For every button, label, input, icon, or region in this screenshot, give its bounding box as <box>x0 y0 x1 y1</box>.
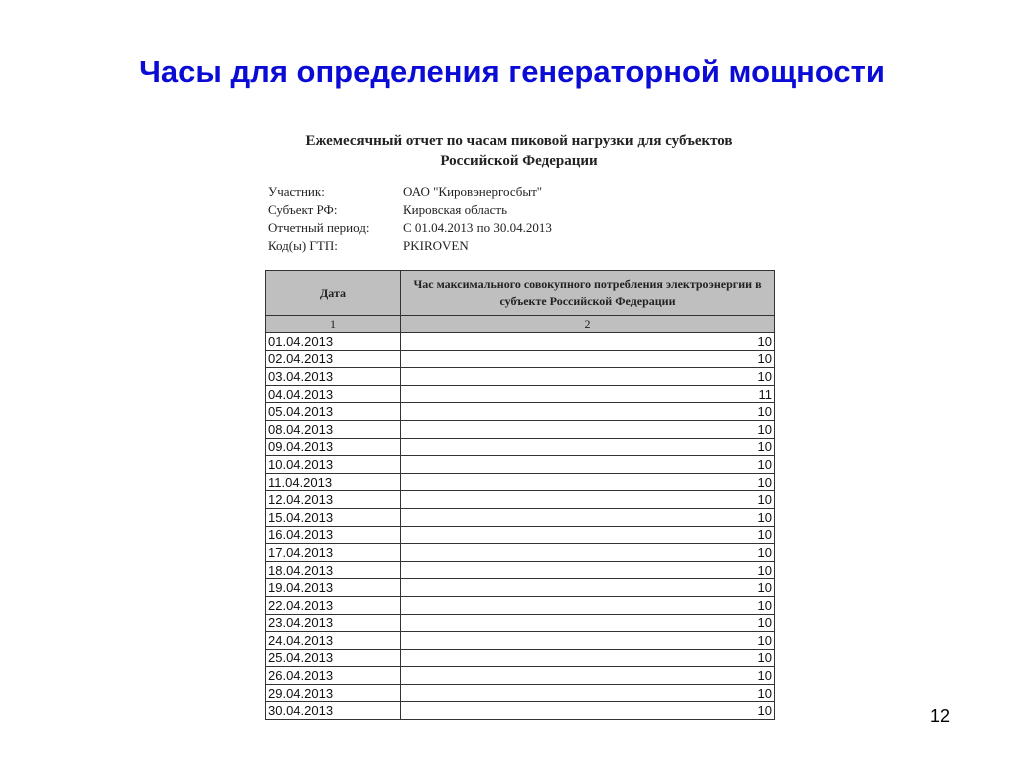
column-header-hour: Час максимального совокупного потребления электроэнергии в субъекте Российской Федерации <box>401 271 775 316</box>
date-cell: 22.04.2013 <box>266 596 401 614</box>
hour-cell: 10 <box>401 368 775 386</box>
column-header-date: Дата <box>266 271 401 316</box>
date-cell: 03.04.2013 <box>266 368 401 386</box>
meta-value: ОАО "Кировэнергосбыт" <box>403 184 543 199</box>
meta-row-period <box>268 219 643 237</box>
date-cell: 05.04.2013 <box>266 403 401 421</box>
date-cell: 08.04.2013 <box>266 420 401 438</box>
table-row <box>266 420 775 438</box>
table-row <box>266 350 775 368</box>
hour-cell: 10 <box>401 702 775 720</box>
table-row <box>266 596 775 614</box>
table-row <box>266 702 775 720</box>
date-cell: 25.04.2013 <box>266 649 401 667</box>
date-cell: 24.04.2013 <box>266 632 401 650</box>
date-cell: 18.04.2013 <box>266 561 401 579</box>
date-cell: 01.04.2013 <box>266 333 401 351</box>
hour-cell: 10 <box>401 350 775 368</box>
slide-title: Часы для определения генераторной мощности <box>139 54 885 89</box>
hour-cell: 10 <box>401 420 775 438</box>
table-row <box>266 473 775 491</box>
table-header-row <box>266 271 775 316</box>
table-row <box>266 403 775 421</box>
table-row <box>266 544 775 562</box>
table-body <box>266 333 775 720</box>
date-cell: 30.04.2013 <box>266 702 401 720</box>
meta-row-subject <box>268 201 643 219</box>
page-number: 12 <box>930 706 951 726</box>
table-row <box>266 508 775 526</box>
column-number-1: 1 <box>266 316 401 333</box>
hour-cell: 10 <box>401 333 775 351</box>
report-heading <box>264 131 774 171</box>
date-cell: 16.04.2013 <box>266 526 401 544</box>
meta-label: Участник: <box>268 184 325 199</box>
table-row <box>266 368 775 386</box>
meta-label: Код(ы) ГТП: <box>268 238 338 253</box>
meta-row-gtp-code <box>268 237 643 255</box>
date-cell: 29.04.2013 <box>266 684 401 702</box>
date-cell: 19.04.2013 <box>266 579 401 597</box>
meta-value: Кировская область <box>403 202 508 217</box>
table-row <box>266 561 775 579</box>
peak-hours-table <box>265 270 775 720</box>
date-cell: 10.04.2013 <box>266 456 401 474</box>
hour-cell: 10 <box>401 508 775 526</box>
hour-cell: 10 <box>401 614 775 632</box>
table-row <box>266 333 775 351</box>
date-cell: 15.04.2013 <box>266 508 401 526</box>
table-row <box>266 438 775 456</box>
table-row <box>266 684 775 702</box>
hour-cell: 10 <box>401 544 775 562</box>
hour-cell: 10 <box>401 526 775 544</box>
date-cell: 26.04.2013 <box>266 667 401 685</box>
table-column-number-row <box>266 316 775 333</box>
date-cell: 17.04.2013 <box>266 544 401 562</box>
hour-cell: 10 <box>401 649 775 667</box>
report-meta <box>268 183 643 255</box>
table-row <box>266 632 775 650</box>
table-row <box>266 526 775 544</box>
date-cell: 11.04.2013 <box>266 473 401 491</box>
hour-cell: 10 <box>401 579 775 597</box>
date-cell: 12.04.2013 <box>266 491 401 509</box>
table-row <box>266 649 775 667</box>
date-cell: 04.04.2013 <box>266 385 401 403</box>
hour-cell: 10 <box>401 632 775 650</box>
date-cell: 09.04.2013 <box>266 438 401 456</box>
date-cell: 02.04.2013 <box>266 350 401 368</box>
hour-cell: 10 <box>401 667 775 685</box>
hour-cell: 10 <box>401 561 775 579</box>
meta-label: Субъект РФ: <box>268 202 338 217</box>
hour-cell: 10 <box>401 403 775 421</box>
table-row <box>266 491 775 509</box>
column-number-2: 2 <box>401 316 775 333</box>
hour-cell: 10 <box>401 684 775 702</box>
hour-cell: 10 <box>401 596 775 614</box>
table-row <box>266 667 775 685</box>
report-heading-line-2: Российской Федерации <box>440 153 598 169</box>
hour-cell: 10 <box>401 438 775 456</box>
hour-cell: 10 <box>401 456 775 474</box>
table-row <box>266 456 775 474</box>
date-cell: 23.04.2013 <box>266 614 401 632</box>
hour-cell: 11 <box>401 385 775 403</box>
table-row <box>266 385 775 403</box>
meta-label: Отчетный период: <box>268 220 370 235</box>
report-heading-line-1: Ежемесячный отчет по часам пиковой нагрузки для субъектов <box>305 133 733 149</box>
table-row <box>266 579 775 597</box>
hour-cell: 10 <box>401 473 775 491</box>
hour-cell: 10 <box>401 491 775 509</box>
meta-value: С 01.04.2013 по 30.04.2013 <box>403 220 552 235</box>
table-row <box>266 614 775 632</box>
meta-value: PKIROVEN <box>403 238 469 253</box>
meta-row-participant <box>268 183 643 201</box>
